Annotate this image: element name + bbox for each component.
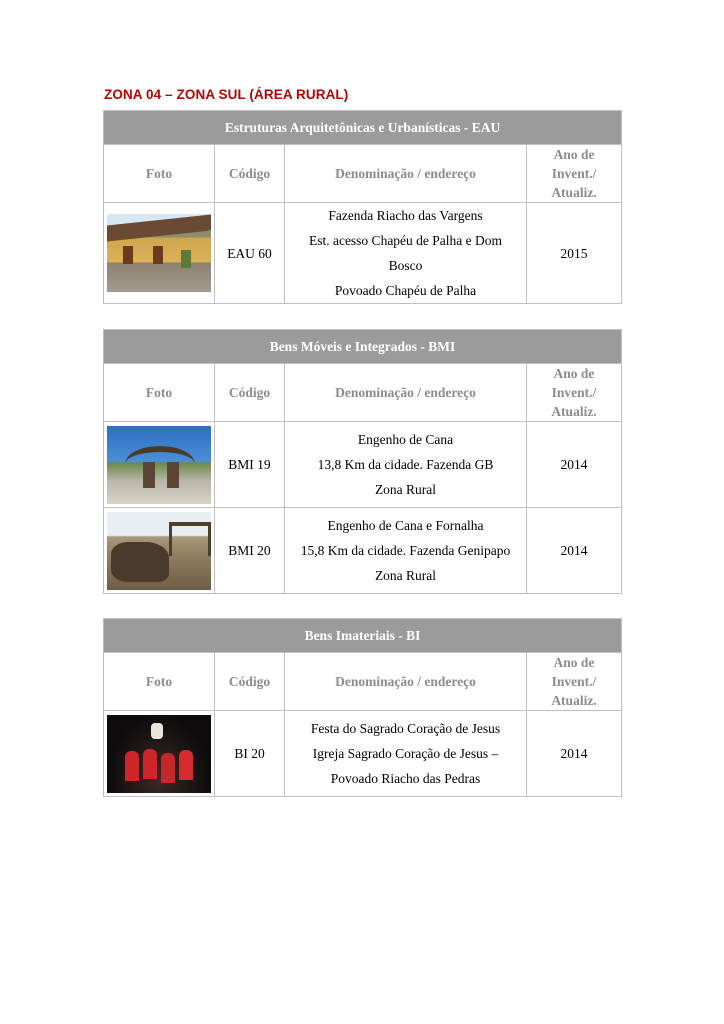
code-cell: BI 20 bbox=[215, 711, 285, 797]
year-cell: 2014 bbox=[527, 711, 622, 797]
col-foto: Foto bbox=[104, 653, 215, 711]
col-codigo: Código bbox=[215, 364, 285, 422]
col-denominacao: Denominação / endereço bbox=[285, 653, 527, 711]
table-row bbox=[104, 422, 622, 508]
year-cell: 2014 bbox=[527, 508, 622, 594]
photo-cell bbox=[104, 508, 215, 594]
table-row bbox=[104, 711, 622, 797]
photo-cell bbox=[104, 422, 215, 508]
denominacao-cell: Fazenda Riacho das Vargens Est. acesso Chapéu de Palha e Dom Bosco Povoado Chapéu de Palha bbox=[285, 203, 527, 304]
col-ano: Ano de Invent./ Atualiz. bbox=[527, 653, 622, 711]
code-cell: EAU 60 bbox=[215, 203, 285, 304]
col-codigo: Código bbox=[215, 145, 285, 203]
denominacao-cell: Engenho de Cana 13,8 Km da cidade. Fazenda GB Zona Rural bbox=[285, 422, 527, 508]
photo-cell bbox=[104, 203, 215, 304]
house-photo bbox=[107, 214, 211, 292]
engenho-photo bbox=[107, 426, 211, 504]
denominacao-cell: Festa do Sagrado Coração de Jesus Igreja Sagrado Coração de Jesus – Povoado Riacho das Pedras bbox=[285, 711, 527, 797]
code-cell: BMI 20 bbox=[215, 508, 285, 594]
col-denominacao: Denominação / endereço bbox=[285, 364, 527, 422]
col-foto: Foto bbox=[104, 364, 215, 422]
table-title: Bens Imateriais - BI bbox=[104, 619, 622, 653]
bi-table bbox=[103, 618, 622, 797]
festa-photo bbox=[107, 715, 211, 793]
photo-cell bbox=[104, 711, 215, 797]
col-ano: Ano de Invent./ Atualiz. bbox=[527, 145, 622, 203]
zone-title: ZONA 04 – ZONA SUL (ÁREA RURAL) bbox=[104, 87, 349, 102]
col-foto: Foto bbox=[104, 145, 215, 203]
code-cell: BMI 19 bbox=[215, 422, 285, 508]
year-cell: 2014 bbox=[527, 422, 622, 508]
table-title: Estruturas Arquitetônicas e Urbanísticas - EAU bbox=[104, 111, 622, 145]
col-ano: Ano de Invent./ Atualiz. bbox=[527, 364, 622, 422]
table-row bbox=[104, 203, 622, 304]
engenho-fornalha-photo bbox=[107, 512, 211, 590]
year-cell: 2015 bbox=[527, 203, 622, 304]
table-row bbox=[104, 508, 622, 594]
eau-table bbox=[103, 110, 622, 304]
table-title: Bens Móveis e Integrados - BMI bbox=[104, 330, 622, 364]
bmi-table bbox=[103, 329, 622, 594]
denominacao-cell: Engenho de Cana e Fornalha 15,8 Km da cidade. Fazenda Genipapo Zona Rural bbox=[285, 508, 527, 594]
col-codigo: Código bbox=[215, 653, 285, 711]
col-denominacao: Denominação / endereço bbox=[285, 145, 527, 203]
